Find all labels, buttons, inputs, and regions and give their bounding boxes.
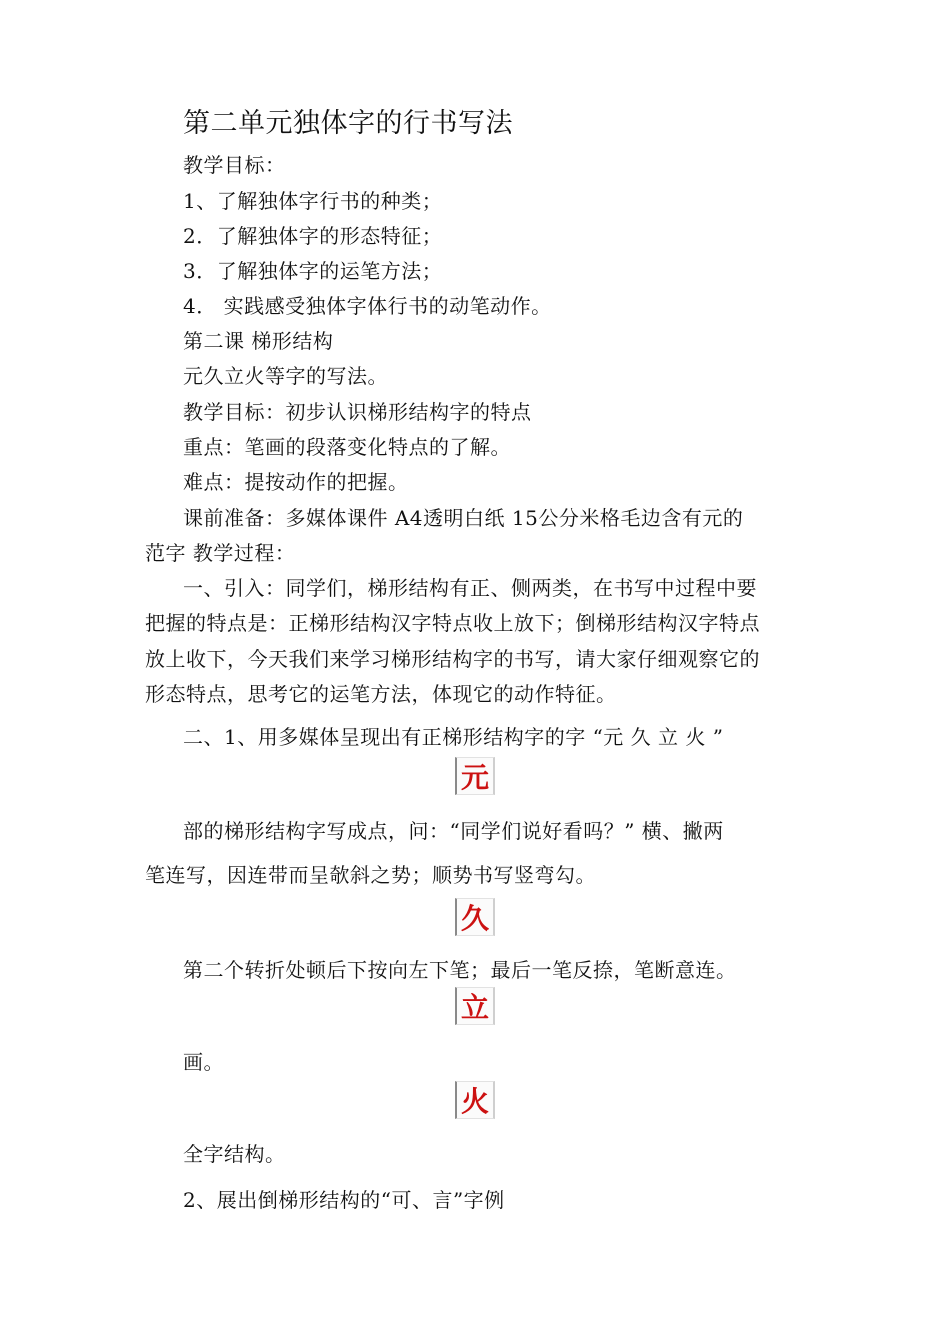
intro-line: 把握的特点是：正梯形结构汉字特点收上放下；倒梯形结构汉字特点	[145, 611, 760, 635]
lesson-goal: 教学目标：初步认识梯形结构字的特点	[183, 400, 532, 424]
glyph-jiu: 久	[455, 898, 495, 936]
prep-line: 范字 教学过程：	[145, 541, 296, 565]
lesson-title: 第二课 梯形结构	[183, 329, 334, 353]
intro-line: 形态特点，思考它的运笔方法，体现它的动作特征。	[145, 682, 617, 706]
yuan-note: 部的梯形结构字写成点，问：“同学们说好看吗？” 横、撇两	[183, 819, 724, 843]
glyph-yuan: 元	[455, 757, 495, 795]
jiu-note: 第二个转折处顿后下按向左下笔；最后一笔反捺，笔断意连。	[183, 958, 737, 982]
difficulty: 难点：提按动作的把握。	[183, 470, 409, 494]
glyph-huo: 火	[455, 1081, 495, 1119]
key-point: 重点：笔画的段落变化特点的了解。	[183, 435, 511, 459]
yuan-note: 笔连写，因连带而呈欹斜之势；顺势书写竖弯勾。	[145, 863, 596, 887]
intro-line: 一、引入：同学们，梯形结构有正、侧两类，在书写中过程中要	[183, 576, 757, 600]
objective-item: 2．了解独体字的形态特征；	[183, 224, 443, 248]
objectives-heading: 教学目标：	[183, 153, 286, 177]
intro-line: 放上收下，今天我们来学习梯形结构字的书写，请大家仔细观察它的	[145, 647, 760, 671]
objective-item: 3．了解独体字的运笔方法；	[183, 259, 443, 283]
page-title: 第二单元独体字的行书写法	[183, 108, 513, 139]
prep-line: 课前准备：多媒体课件 A4透明白纸 15公分米格毛边含有元的	[183, 506, 744, 530]
huo-note: 全字结构。	[183, 1142, 286, 1166]
step-two: 2、展出倒梯形结构的“可、言”字例	[183, 1188, 505, 1212]
step-one: 二、1、用多媒体呈现出有正梯形结构字的字 “元 久 立 火 ”	[183, 725, 724, 749]
glyph-li: 立	[455, 987, 495, 1025]
objective-item: 1、了解独体字行书的种类；	[183, 189, 443, 213]
objective-item: 4． 实践感受独体字体行书的动笔动作。	[183, 294, 552, 318]
li-note: 画。	[183, 1050, 224, 1074]
lesson-chars: 元久立火等字的写法。	[183, 364, 388, 388]
